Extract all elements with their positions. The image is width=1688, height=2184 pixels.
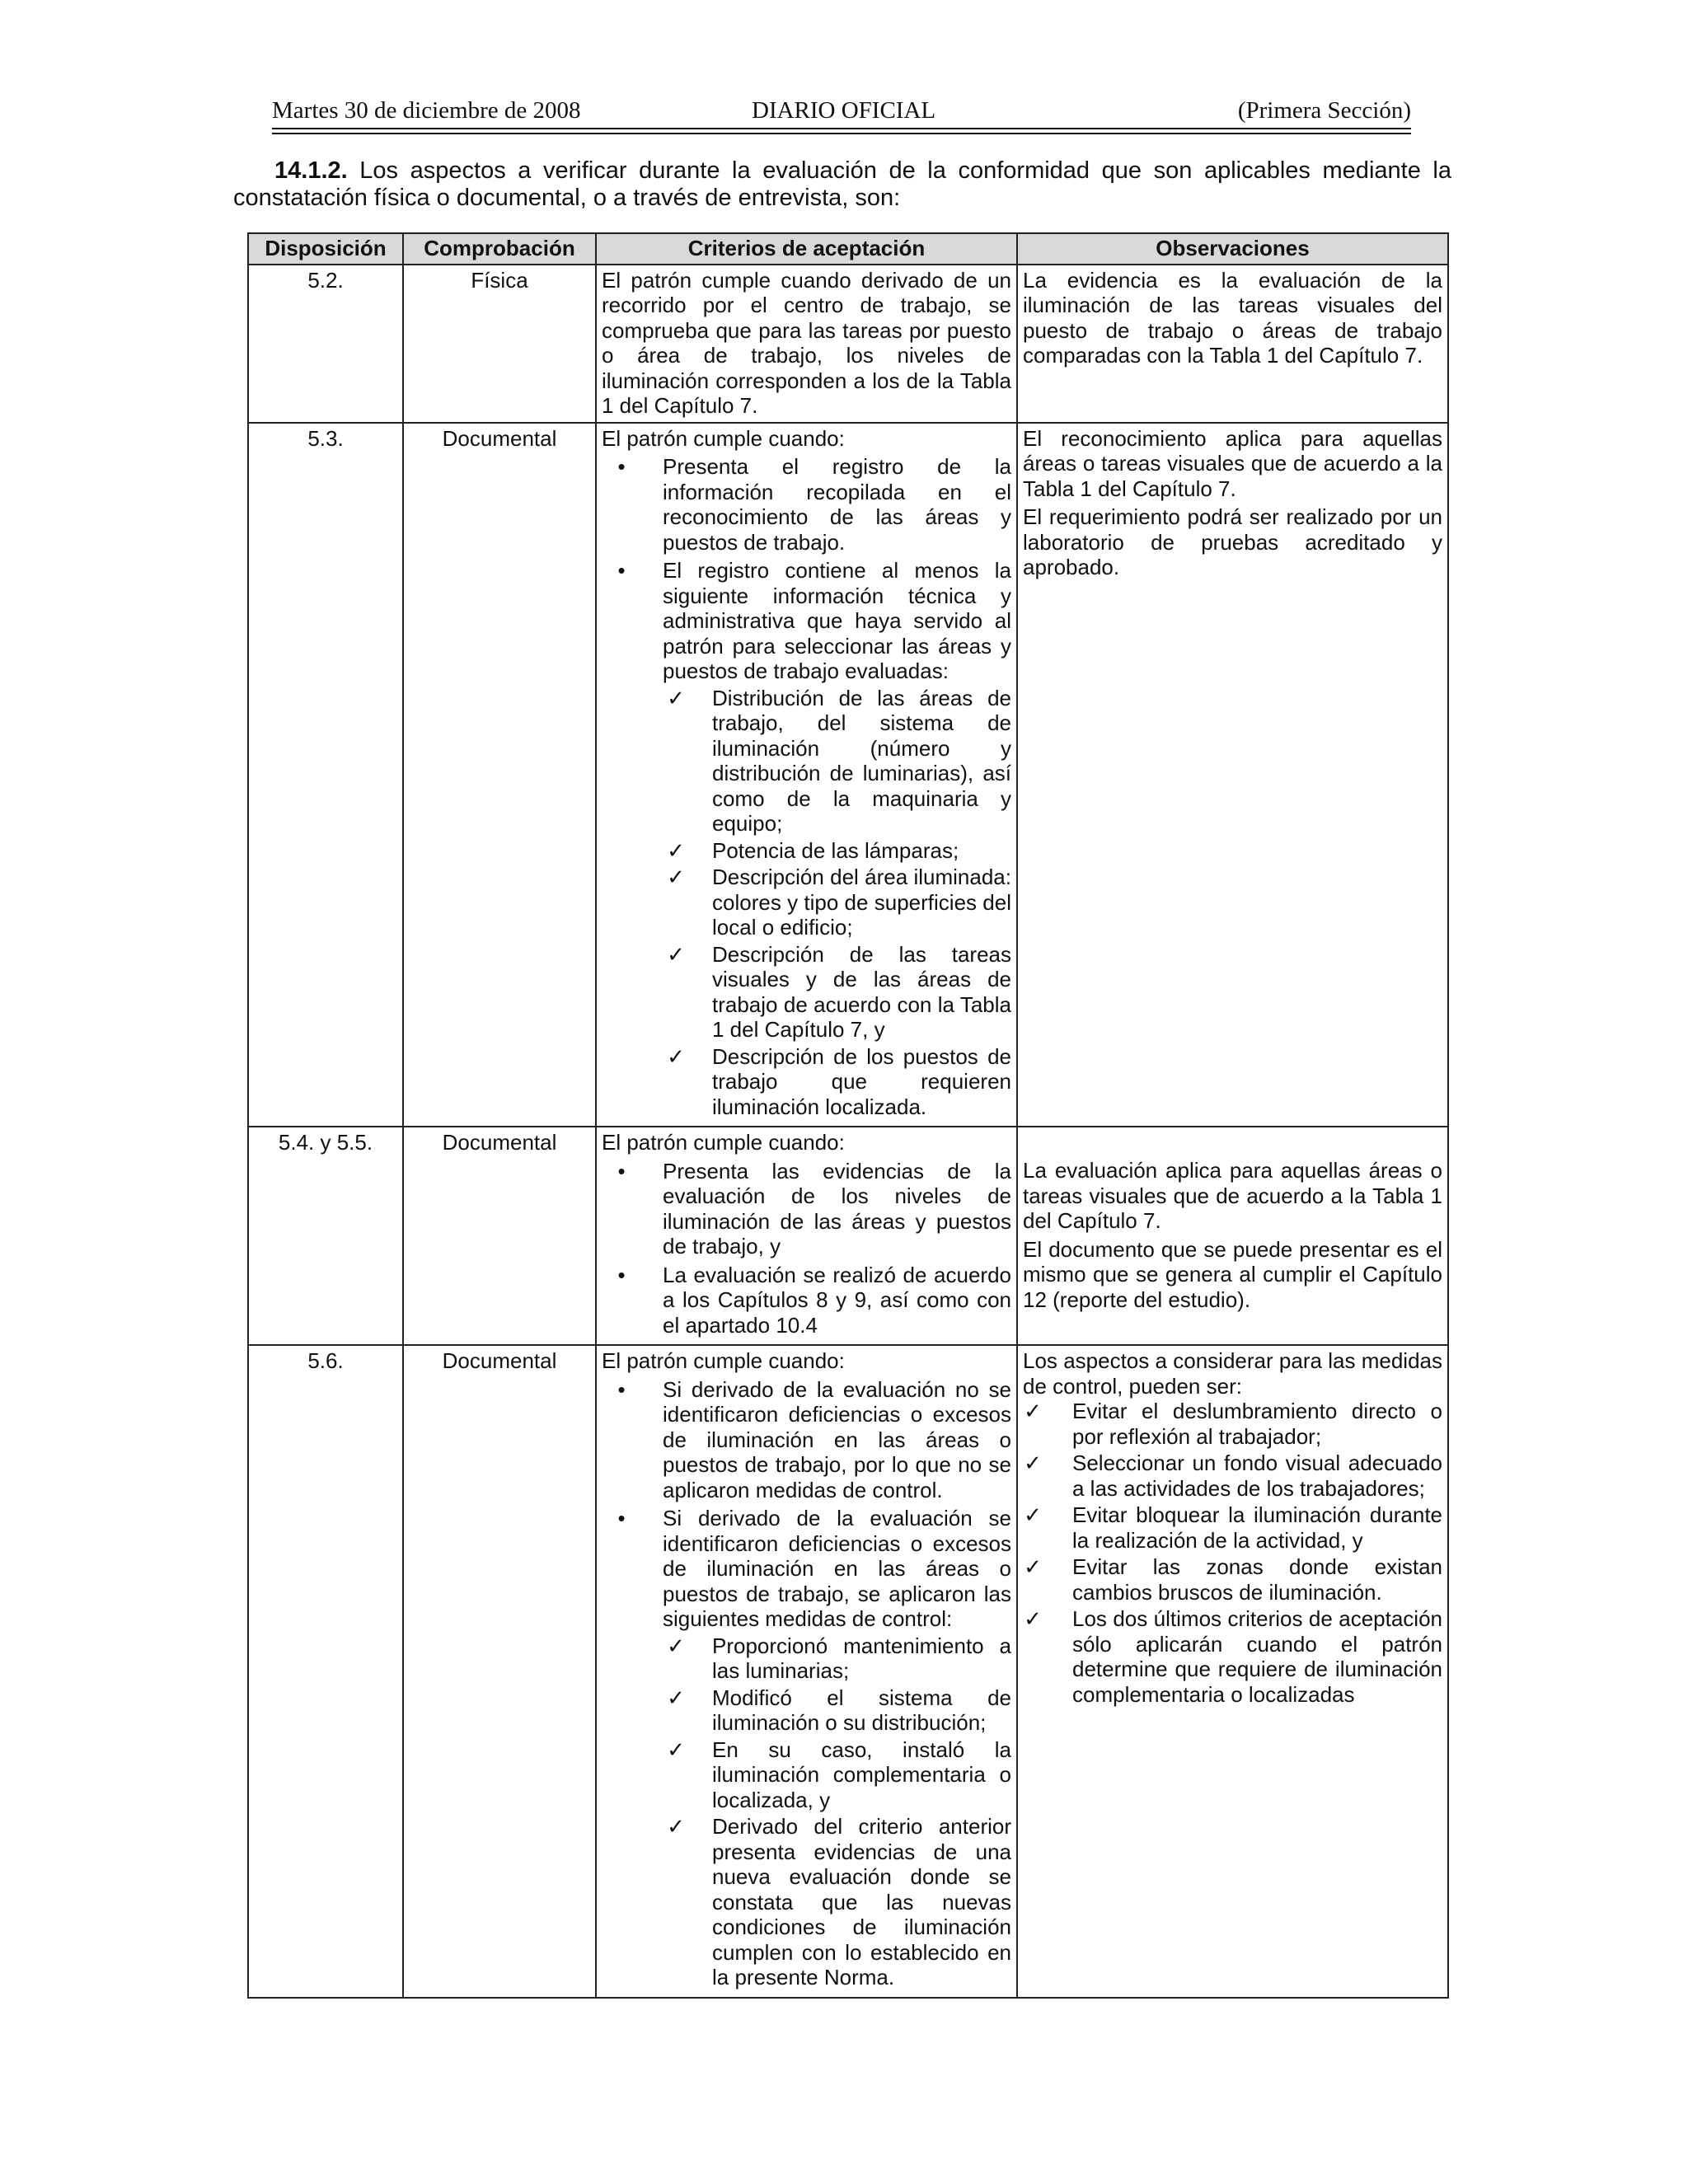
list-item: ✓ Evitar las zonas donde existan cambios bruscos de iluminación. bbox=[1024, 1554, 1442, 1605]
observacion-text: La evidencia es la evaluación de la iluminación de las tareas visuales del puesto de trabajo o áreas de trabajo comparadas con la Tabla 1 del Capítulo 7. bbox=[1023, 267, 1442, 368]
list-item: • Presenta las evidencias de la evaluación de los niveles de iluminación de las áreas y puestos de trabajo, y bbox=[602, 1159, 1011, 1259]
bullet-dot-icon: • bbox=[617, 1376, 626, 1402]
bullet-dot-icon: • bbox=[617, 1262, 626, 1287]
list-item: ✓ Descripción de los puestos de trabajo que requieren iluminación localizada. bbox=[667, 1043, 1011, 1119]
header-publication: DIARIO OFICIAL bbox=[752, 97, 936, 124]
check-mark-icon: ✓ bbox=[667, 1633, 685, 1658]
check-mark-icon: ✓ bbox=[667, 1043, 685, 1069]
check-mark-icon: ✓ bbox=[667, 1685, 685, 1710]
section-number: 14.1.2. bbox=[274, 157, 348, 184]
list-item: ✓ Descripción de las tareas visuales y de las áreas de trabajo de acuerdo con la Tabla 1 del Capítulo 7, y bbox=[667, 941, 1011, 1042]
column-header-criterios: Criterios de aceptación bbox=[596, 233, 1017, 265]
observaciones-check-list bbox=[1023, 1399, 1442, 1707]
list-item: ✓ Seleccionar un fondo visual adecuado a las actividades de los trabajadores; bbox=[1024, 1451, 1442, 1501]
list-item: ✓ En su caso, instaló la iluminación complementaria o localizada, y bbox=[667, 1736, 1011, 1812]
observacion-text: La evaluación aplica para aquellas áreas o tareas visuales que de acuerdo a la Tabla 1 del Capítulo 7. bbox=[1023, 1158, 1442, 1233]
criterio-intro: El patrón cumple cuando derivado de un recorrido por el centro de trabajo, se comprueba que para las tareas por puesto o área de trabajo, los niveles de iluminación corresponden a los de la Tabla 1 del Capítulo 7. bbox=[602, 267, 1011, 418]
bullet-dot-icon: • bbox=[617, 1158, 626, 1183]
header-rule-double bbox=[272, 133, 1411, 134]
disposicion-cell: 5.6. bbox=[248, 1345, 403, 1998]
check-mark-icon: ✓ bbox=[667, 941, 685, 967]
disposicion-cell: 5.3. bbox=[248, 423, 403, 1127]
intro-text: Los aspectos a verificar durante la evaluación de la conformidad que son aplicables mediante la constatación física o documental, o a través de entrevista, son: bbox=[233, 157, 1451, 211]
list-item: • Presenta el registro de la información recopilada en el reconocimiento de las áreas y puestos de trabajo. bbox=[602, 454, 1011, 555]
criterio-cell bbox=[596, 1345, 1017, 1998]
criterio-cell bbox=[596, 1127, 1017, 1345]
observacion-text: El requerimiento podrá ser realizado por un laboratorio de pruebas acreditado y aprobado. bbox=[1023, 504, 1442, 579]
bullet-dot-icon: • bbox=[617, 1506, 626, 1530]
check-mark-icon: ✓ bbox=[667, 1814, 685, 1839]
page-header bbox=[272, 97, 1411, 130]
bullet-dot-icon: • bbox=[617, 454, 626, 479]
criterio-cell bbox=[596, 423, 1017, 1127]
observaciones-cell bbox=[1017, 1127, 1448, 1345]
criterio-bullet-list bbox=[602, 1159, 1011, 1338]
check-list bbox=[602, 1633, 1011, 1990]
criterio-intro: El patrón cumple cuando: bbox=[602, 425, 845, 451]
list-item: • El registro contiene al menos la siguiente información técnica y administrativa que haya servido al patrón para seleccionar las áreas y puestos de trabajo evaluadas: ✓ Distribución de las áreas de trabajo, del sistema de iluminación (número y distribución de luminarias), así como de la maquinaria y equipo; ✓ Potencia de las lámparas; ✓ Descripción del área iluminada: colores y tipo de superficies del local o edificio; ✓ Descripción de las tareas visuales y de las áreas de trabajo de acuerdo con la Tabla 1 del Capítulo 7, y ✓ Descripción de los puestos de trabajo que requieren iluminación localizada. bbox=[602, 558, 1011, 1119]
observacion-text: El documento que se puede presentar es el mismo que se genera al cumplir el Capítulo 12 (reporte del estudio). bbox=[1023, 1236, 1442, 1312]
disposicion-cell: 5.4. y 5.5. bbox=[248, 1127, 403, 1345]
comprobacion-cell: Documental bbox=[403, 423, 596, 1127]
check-mark-icon: ✓ bbox=[1024, 1502, 1042, 1527]
list-item: ✓ Descripción del área iluminada: colores y tipo de superficies del local o edificio; bbox=[667, 865, 1011, 940]
check-mark-icon: ✓ bbox=[667, 1736, 685, 1762]
check-mark-icon: ✓ bbox=[667, 837, 685, 863]
criterio-intro: El patrón cumple cuando: bbox=[602, 1348, 845, 1373]
header-section: (Primera Sección) bbox=[1237, 97, 1411, 124]
criterio-bullet-list bbox=[602, 454, 1011, 1119]
disposicion-cell: 5.2. bbox=[248, 265, 403, 423]
verification-table bbox=[247, 232, 1449, 1999]
list-item: ✓ Distribución de las áreas de trabajo, del sistema de iluminación (número y distribución de luminarias), así como de la maquinaria y equipo; bbox=[667, 685, 1011, 836]
table-row bbox=[248, 265, 1448, 423]
criterio-bullet-list bbox=[602, 1377, 1011, 1990]
check-mark-icon: ✓ bbox=[1024, 1554, 1042, 1579]
criterio-intro: El patrón cumple cuando: bbox=[602, 1130, 845, 1155]
comprobacion-cell: Documental bbox=[403, 1127, 596, 1345]
list-item: ✓ Evitar bloquear la iluminación durante la realización de la actividad, y bbox=[1024, 1502, 1442, 1553]
table-row bbox=[248, 1345, 1448, 1998]
observacion-text: Los aspectos a considerar para las medidas de control, pueden ser: bbox=[1023, 1348, 1442, 1399]
comprobacion-cell: Física bbox=[403, 265, 596, 423]
list-item: ✓ Proporcionó mantenimiento a las luminarias; bbox=[667, 1633, 1011, 1683]
check-mark-icon: ✓ bbox=[1024, 1451, 1042, 1475]
observaciones-cell bbox=[1017, 265, 1448, 423]
bullet-dot-icon: • bbox=[617, 558, 626, 583]
check-mark-icon: ✓ bbox=[667, 685, 685, 710]
list-item: • Si derivado de la evaluación no se identificaron deficiencias o excesos de iluminación en las áreas o puestos de trabajo, por lo que no se aplicaron medidas de control. bbox=[602, 1377, 1011, 1503]
comprobacion-cell: Documental bbox=[403, 1345, 596, 1998]
column-header-disposicion: Disposición bbox=[248, 233, 403, 265]
table-row bbox=[248, 1127, 1448, 1345]
spacer bbox=[1023, 1130, 1442, 1158]
observaciones-cell bbox=[1017, 423, 1448, 1127]
list-item: ✓ Derivado del criterio anterior presenta evidencias de una nueva evaluación donde se constata que las nuevas condiciones de iluminación cumplen con lo establecido en la presente Norma. bbox=[667, 1814, 1011, 1990]
observaciones-cell bbox=[1017, 1345, 1448, 1998]
column-header-comprobacion: Comprobación bbox=[403, 233, 596, 265]
observacion-text: El reconocimiento aplica para aquellas áreas o tareas visuales que de acuerdo a la Tabla 1 del Capítulo 7. bbox=[1023, 425, 1442, 501]
list-item: • Si derivado de la evaluación se identificaron deficiencias o excesos de iluminación en las áreas o puestos de trabajo, se aplicaron las siguientes medidas de control: ✓ Proporcionó mantenimiento a las luminarias; ✓ Modificó el sistema de iluminación o su distribución; ✓ En su caso, instaló la iluminación complementaria o localizada, y ✓ Derivado del criterio anterior presenta evidencias de una nueva evaluación donde se constata que las nuevas condiciones de iluminación cumplen con lo establecido en la presente Norma. bbox=[602, 1506, 1011, 1990]
list-item: ✓ Evitar el deslumbramiento directo o por reflexión al trabajador; bbox=[1024, 1399, 1442, 1449]
table-header-row bbox=[248, 233, 1448, 265]
check-mark-icon: ✓ bbox=[667, 865, 685, 889]
intro-paragraph bbox=[233, 157, 1451, 212]
list-item: ✓ Modificó el sistema de iluminación o su distribución; bbox=[667, 1685, 1011, 1735]
check-mark-icon: ✓ bbox=[1024, 1399, 1042, 1423]
check-mark-icon: ✓ bbox=[1024, 1606, 1042, 1631]
list-item: ✓ Potencia de las lámparas; bbox=[667, 837, 959, 863]
list-item: • La evaluación se realizó de acuerdo a los Capítulos 8 y 9, así como con el apartado 10.4 bbox=[602, 1263, 1011, 1338]
header-rule bbox=[272, 128, 1411, 129]
list-item: ✓ Los dos últimos criterios de aceptación sólo aplicarán cuando el patrón determine que requiere de iluminación complementaria o localizadas bbox=[1024, 1606, 1442, 1707]
criterio-cell bbox=[596, 265, 1017, 423]
check-list bbox=[602, 686, 1011, 1120]
header-date: Martes 30 de diciembre de 2008 bbox=[272, 97, 581, 124]
column-header-observaciones: Observaciones bbox=[1017, 233, 1448, 265]
table-row bbox=[248, 423, 1448, 1127]
